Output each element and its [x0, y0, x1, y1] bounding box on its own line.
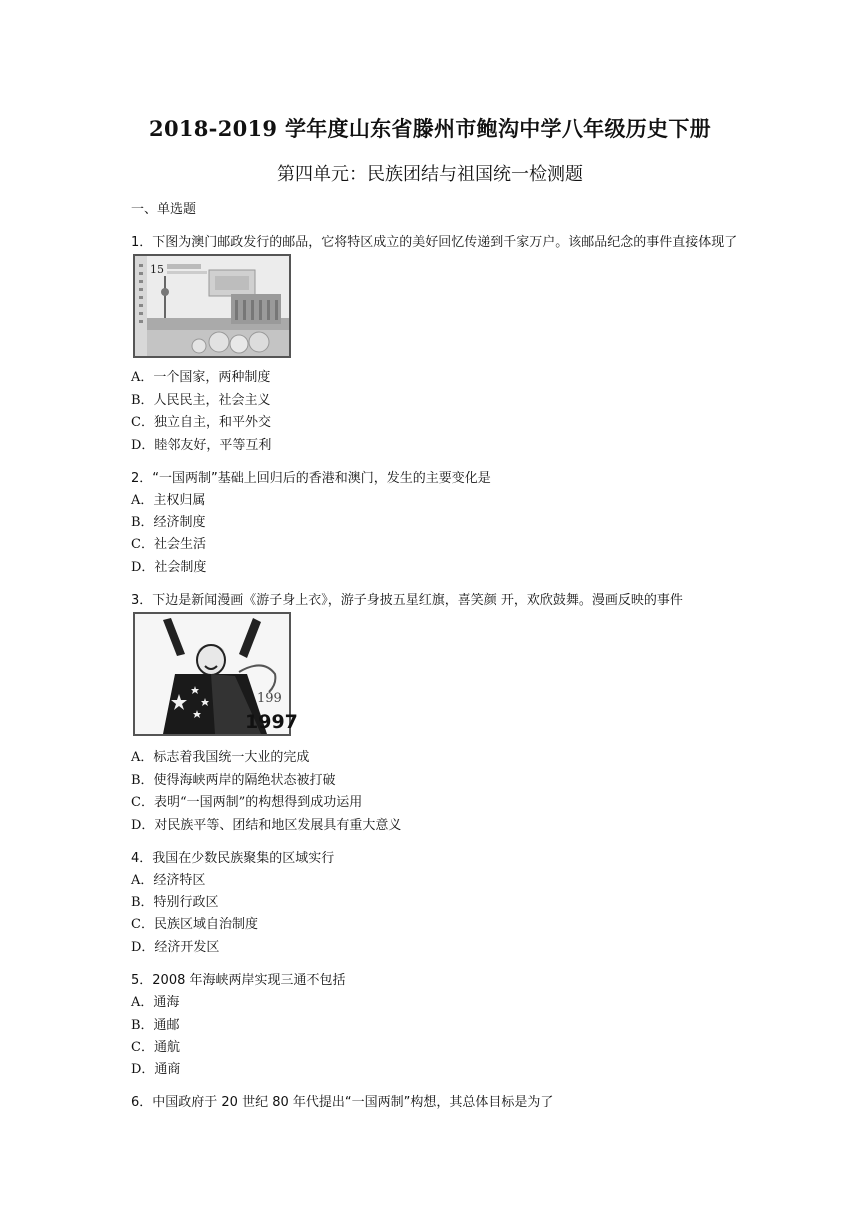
question-1-option-a: A．一个国家，两种制度 — [131, 370, 271, 385]
question-2-option-b: B．经济制度 — [131, 515, 206, 530]
question-5-stem: 5．2008 年海峡两岸实现三通不包括 — [131, 973, 346, 988]
question-3-option-d: D．对民族平等、团结和地区发展具有重大意义 — [131, 818, 402, 833]
question-5-option-a: A．通海 — [131, 995, 180, 1010]
svg-text:199: 199 — [257, 691, 282, 706]
question-4-option-d: D．经济开发区 — [131, 940, 220, 955]
question-4-stem: 4．我国在少数民族聚集的区域实行 — [131, 851, 335, 866]
question-3-option-b: B．使得海峡两岸的隔绝状态被打破 — [131, 773, 336, 788]
question-5-option-d: D．通商 — [131, 1062, 181, 1077]
question-3-option-a: A．标志着我国统一大业的完成 — [131, 750, 310, 765]
question-1-option-c: C．独立自主，和平外交 — [131, 415, 271, 430]
question-2-option-d: D．社会制度 — [131, 560, 207, 575]
cartoon-year-text: 1997 — [245, 711, 298, 733]
question-5-option-c: C．通航 — [131, 1040, 180, 1055]
question-4-option-c: C．民族区域自治制度 — [131, 917, 258, 932]
document-title: 2018-2019 学年度山东省滕州市鲍沟中学八年级历史下册 — [149, 116, 711, 141]
document-subtitle: 第四单元：民族团结与祖国统一检测题 — [277, 164, 583, 185]
question-1-option-b: B．人民民主，社会主义 — [131, 393, 271, 408]
cartoon-image — [133, 612, 298, 736]
section-heading: 一、单选题 — [131, 202, 197, 217]
macau-stamp-image — [133, 254, 291, 358]
question-4-option-a: A．经济特区 — [131, 873, 206, 888]
stamp-value-text: 15 — [150, 263, 164, 276]
question-2-option-c: C．社会生活 — [131, 537, 206, 552]
question-2-option-a: A．主权归属 — [131, 493, 206, 508]
question-3-stem: 3．下边是新闻漫画《游子身上衣》，游子身披五星红旗，喜笑颜 开，欢欣鼓舞。漫画反映的事件 — [131, 593, 683, 608]
question-3-option-c: C．表明“一国两制”的构想得到成功运用 — [131, 795, 363, 810]
question-1-option-d: D．睦邻友好，平等互利 — [131, 438, 272, 453]
question-6-stem: 6．中国政府于 20 世纪 80 年代提出“一国两制”构想，其总体目标是为了 — [131, 1095, 554, 1110]
question-1-stem: 1．下图为澳门邮政发行的邮品，它将特区成立的美好回忆传递到千家万户。该邮品纪念的事件直接体现了 — [131, 235, 738, 250]
question-5-option-b: B．通邮 — [131, 1018, 180, 1033]
question-4-option-b: B．特别行政区 — [131, 895, 219, 910]
question-2-stem: 2．“一国两制”基础上回归后的香港和澳门，发生的主要变化是 — [131, 471, 491, 486]
